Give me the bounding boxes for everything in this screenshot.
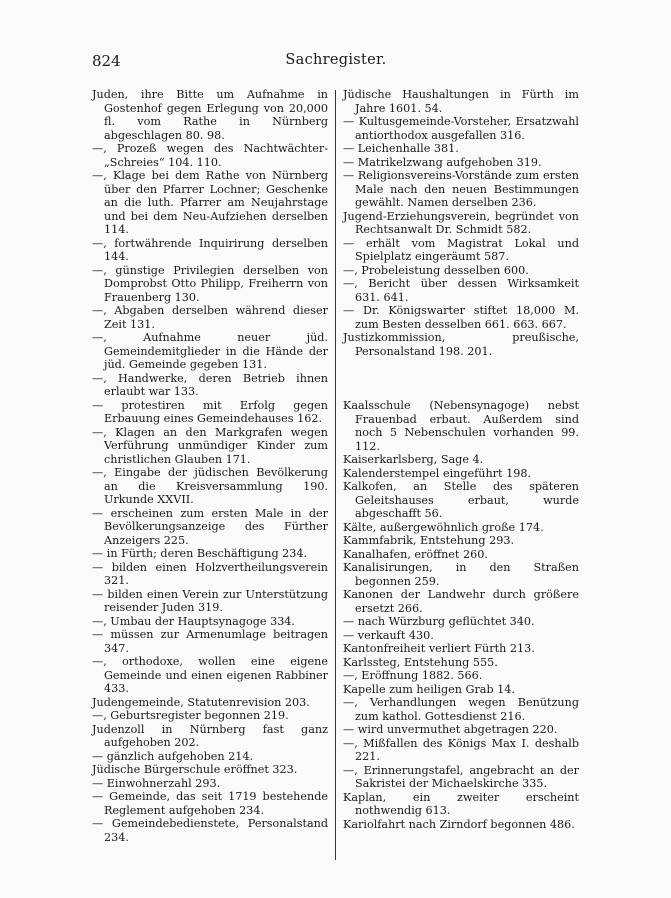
index-entry: Kaplan, ein zweiter erscheint nothwendig 613. (343, 790, 579, 817)
index-entry: —, orthodoxe, wollen eine eigene Gemeinde und einen eigenen Rabbiner 433. (92, 655, 328, 695)
index-entry: — Leichenhalle 381. (343, 142, 459, 155)
index-entry: — Matrikelzwang aufgehoben 319. (343, 155, 542, 169)
index-entry: Jugend-Erziehungsverein, begründet von Rechtsanwalt Dr. Schmidt 582. (343, 209, 579, 236)
index-entry: — wird unvermuthet abgetragen 220. (343, 723, 558, 736)
index-entry: — Einwohnerzahl 293. (92, 776, 221, 790)
column-divider (335, 90, 336, 860)
page-header (92, 52, 580, 76)
index-entry: — erhält vom Magistrat Lokal und Spielplatz eingeräumt 587. (343, 236, 579, 263)
index-entry: — Kultusgemeinde-Vorsteher, Ersatzwahl antiorthodox ausgefallen 316. (343, 115, 579, 142)
index-entry: — bilden einen Verein zur Unterstützung reisender Juden 319. (92, 587, 328, 614)
index-entry: Kälte, außergewöhnlich große 174. (343, 520, 544, 534)
index-entry: —, günstige Privilegien derselben von Domprobst Otto Philipp, Freiherrn von Frauenberg 130. (92, 263, 328, 304)
index-entry: —, Bericht über dessen Wirksamkeit 631. 641. (343, 277, 579, 304)
index-entry: Kanonen der Landwehr durch größere ersetzt 266. (343, 588, 579, 615)
index-entry: Kanalisirungen, in den Straßen begonnen 259. (343, 561, 579, 588)
index-entry: Kariolfahrt nach Zirndorf begonnen 486. (343, 817, 575, 831)
index-entry: — gänzlich aufgehoben 214. (92, 749, 254, 763)
index-entry: Karlssteg, Entstehung 555. (343, 655, 498, 669)
index-entry: —, Probeleistung desselben 600. (343, 263, 529, 277)
right-column (343, 88, 579, 831)
index-entry: Juden, ihre Bitte um Aufnahme in Gostenhof gegen Erlegung von 20,000 fl. vom Rathe in Nürnberg abgeschlagen 80. 98. (92, 88, 328, 142)
index-entry: —, Eröffnung 1882. 566. (343, 669, 483, 682)
index-entry: —, Abgaben derselben während dieser Zeit 131. (92, 304, 328, 331)
index-entry: —, Erinnerungstafel, angebracht an der Sakristei der Michaelskirche 335. (343, 763, 579, 790)
index-entry: Kalenderstempel eingeführt 198. (343, 466, 531, 480)
index-entry: —, Verhandlungen wegen Benützung zum kathol. Gottesdienst 216. (343, 696, 579, 723)
index-entry: —, Umbau der Hauptsynagoge 334. (92, 614, 295, 628)
index-entry: —, Prozeß wegen des Nachtwächter-„Schreies“ 104. 110. (92, 142, 328, 169)
page-number: 824 (92, 52, 121, 70)
index-entry: — erscheinen zum ersten Male in der Bevölkerungsanzeige des Fürther Anzeigers 225. (92, 506, 328, 547)
index-columns (92, 88, 580, 868)
index-entry: —, Klagen an den Markgrafen wegen Verführung unmündiger Kinder zum christlichen Glauben 171. (92, 425, 328, 466)
index-entry: —, Mißfallen des Königs Max I. deshalb 221. (343, 736, 579, 763)
index-entry: — müssen zur Armenumlage beitragen 347. (92, 628, 328, 655)
index-entry: Kaalsschule (Nebensynagoge) nebst Frauenbad erbaut. Außerdem sind noch 5 Nebenschulen vorhanden 99. 112. (343, 399, 579, 453)
index-entry: — Dr. Königswarter stiftet 18,000 M. zum Besten desselben 661. 663. 667. (343, 304, 579, 331)
left-column (92, 88, 328, 844)
index-entry: Kalkofen, an Stelle des späteren Geleitshauses erbaut, wurde abgeschafft 56. (343, 480, 579, 520)
index-entry: — Religionsvereins-Vorstände zum ersten Male nach den neuen Bestimmungen gewählt. Namen derselben 236. (343, 169, 579, 209)
index-entry: Kanalhafen, eröffnet 260. (343, 547, 488, 561)
index-entry: — Gemeindebedienstete, Personalstand 234. (92, 817, 328, 844)
index-entry: Justizkommission, preußische, Personalstand 198. 201. (343, 331, 579, 358)
index-entry: Kapelle zum heiligen Grab 14. (343, 682, 515, 696)
index-entry: Judengemeinde, Statutenrevision 203. (92, 695, 310, 709)
index-entry: — Gemeinde, das seit 1719 bestehende Reglement aufgehoben 234. (92, 790, 328, 817)
index-entry: —, Klage bei dem Rathe von Nürnberg über den Pfarrer Lochner; Geschenke an die luth. Pfarrer am Neujahrstage und bei dem Neu-Aufziehen derselben 114. (92, 169, 328, 236)
index-entry: Judenzoll in Nürnberg fast ganz aufgehoben 202. (92, 722, 328, 749)
index-entry: — in Fürth; deren Beschäftigung 234. (92, 547, 308, 560)
index-entry: —, Geburtsregister begonnen 219. (92, 709, 289, 722)
index-entry: —, fortwährende Inquirirung derselben 144. (92, 236, 328, 263)
index-entry: Kantonfreiheit verliert Fürth 213. (343, 642, 535, 655)
running-title: Sachregister. (285, 52, 387, 68)
index-entry: Kaiserkarlsberg, Sage 4. (343, 453, 484, 466)
index-entry: — protestiren mit Erfolg gegen Erbauung eines Gemeindehauses 162. (92, 398, 328, 425)
index-entry: — nach Würzburg geflüchtet 340. (343, 615, 535, 628)
index-entry: —, Aufnahme neuer jüd. Gemeindemitglieder in die Hände der jüd. Gemeinde gegeben 131. (92, 331, 328, 371)
index-entry: Jüdische Haushaltungen in Fürth im Jahre 1601. 54. (343, 88, 579, 115)
index-entry: Kammfabrik, Entstehung 293. (343, 534, 515, 547)
index-entry: —, Handwerke, deren Betrieb ihnen erlaubt war 133. (92, 371, 328, 398)
index-entry: — bilden einen Holzvertheilungsverein 321. (92, 560, 328, 587)
index-entry: —, Eingabe der jüdischen Bevölkerung an die Kreisversammlung 190. Urkunde XXVII. (92, 466, 328, 506)
index-entry: Jüdische Bürgerschule eröffnet 323. (92, 763, 298, 776)
index-entry: — verkauft 430. (343, 628, 434, 642)
